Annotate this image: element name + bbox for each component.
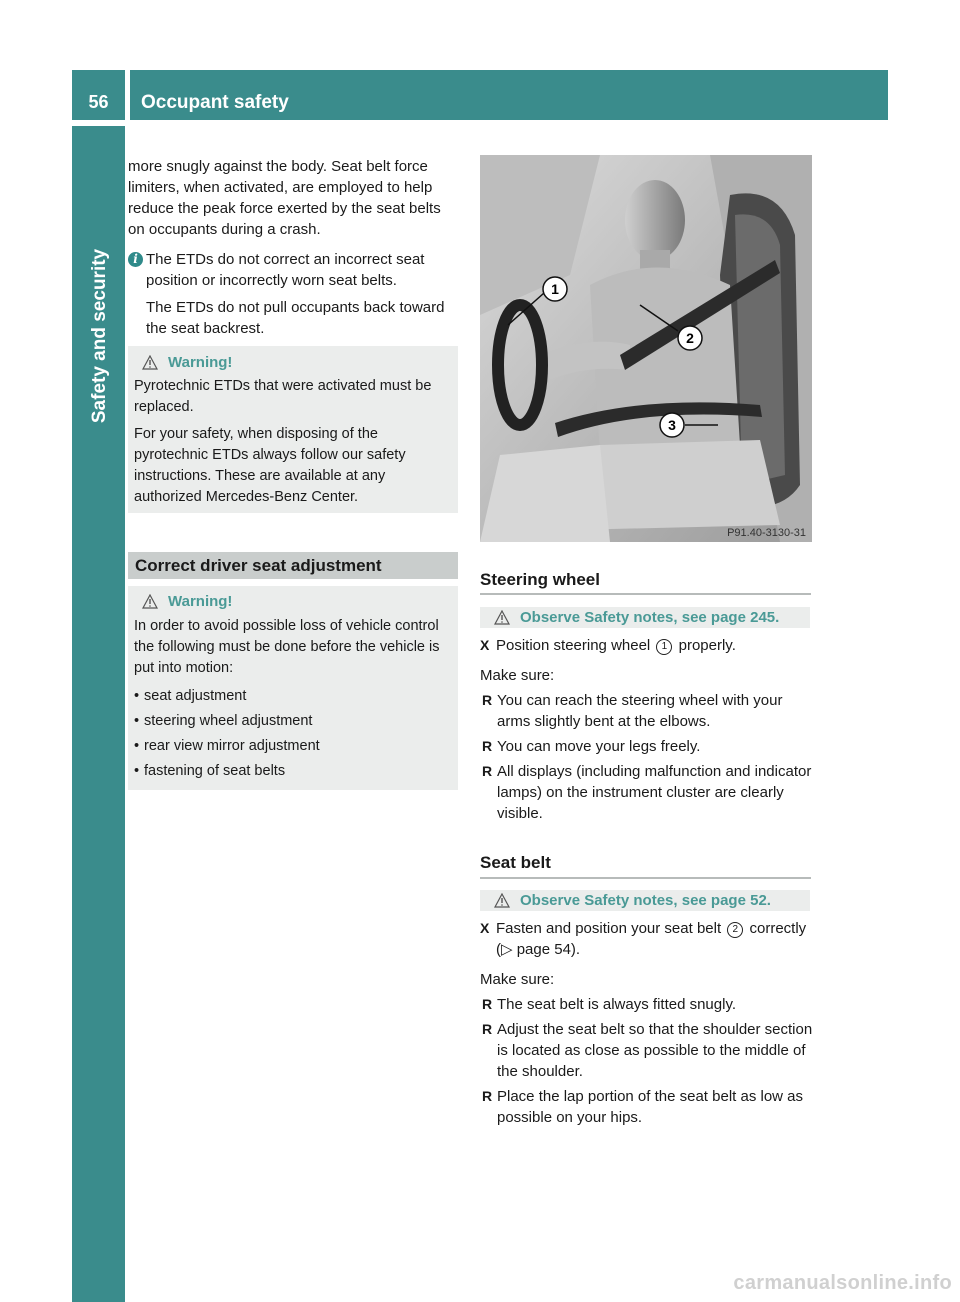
heading-rule (480, 877, 811, 879)
warning-paragraph-1: Pyrotechnic ETDs that were activated must be replaced. (134, 378, 432, 415)
list-item: R The seat belt is always fitted snugly. (480, 994, 814, 1015)
callout-ref-1: 1 (656, 639, 672, 655)
list-item: • steering wheel adjustment (128, 711, 458, 732)
warning-title: Warning! (168, 353, 233, 371)
driver-seat-illustration (480, 155, 812, 542)
warning-triangle-icon (494, 610, 510, 625)
intro-paragraph: more snugly against the body. Seat belt force limiters, when activated, are employed to help reduce the peak force exerted by the seat belts on occupants during a crash. (128, 158, 441, 238)
make-sure-label: Make sure: (480, 971, 555, 988)
section-heading-bar (128, 552, 458, 579)
chapter-title: Occupant safety (141, 92, 289, 113)
steering-wheel-heading: Steering wheel (480, 570, 600, 589)
step-text-end: correctly (▷ page 54). (496, 920, 807, 958)
page-number: 56 (88, 92, 109, 112)
instruction-step (480, 635, 814, 656)
observe-note-steering (480, 607, 810, 628)
section-side-tab (72, 126, 125, 1302)
page-number-tab (72, 70, 125, 120)
info-note (128, 249, 460, 339)
callout-3: 3 (668, 417, 676, 433)
info-icon: i (128, 252, 143, 267)
info-paragraph-1: The ETDs do not correct an incorrect seat position or incorrectly worn seat belts. (146, 251, 425, 289)
seat-belt-heading: Seat belt (480, 853, 551, 872)
list-item: R Adjust the seat belt so that the shoulder section is located as close as possible to the middle of the shoulder. (480, 1019, 814, 1082)
left-column-text (128, 156, 460, 339)
warning-title: Warning! (168, 592, 233, 610)
step-text: Position steering wheel (496, 637, 651, 654)
watermark-text: carmanualsonline.info (733, 1272, 952, 1294)
instruction-step (480, 918, 814, 960)
steering-instructions (480, 635, 814, 824)
list-item: • seat adjustment (128, 686, 458, 707)
observe-note-seatbelt (480, 890, 810, 911)
info-paragraph-2: The ETDs do not pull occupants back toward the seat backrest. (146, 299, 445, 337)
warning-triangle-icon (142, 355, 158, 370)
list-item: • rear view mirror adjustment (128, 736, 458, 757)
list-item: • fastening of seat belts (128, 761, 458, 782)
callout-1: 1 (551, 281, 559, 297)
step-text: Fasten and position your seat belt (496, 920, 722, 937)
seatbelt-instructions (480, 918, 814, 1128)
callout-ref-2: 2 (727, 922, 743, 938)
warning-header (128, 353, 458, 371)
observe-text: Observe Safety notes, see page 245. (520, 609, 780, 626)
warning-paragraph: In order to avoid possible loss of vehicle control the following must be done before the vehicle is put into motion: (134, 618, 440, 676)
chapter-header (130, 70, 888, 120)
observe-header (480, 607, 810, 628)
warning-paragraph-2: For your safety, when disposing of the pyrotechnic ETDs always follow our safety instructions. These are available at any authorized Mercedes-Benz Center. (134, 426, 406, 505)
make-sure-label: Make sure: (480, 667, 555, 684)
section-heading: Correct driver seat adjustment (135, 556, 382, 575)
side-tab-label: Safety and security (89, 248, 110, 424)
warning-box-etd (128, 346, 458, 513)
heading-rule (480, 593, 811, 595)
list-item: R All displays (including malfunction and indicator lamps) on the instrument cluster are clearly visible. (480, 761, 814, 824)
observe-header (480, 890, 810, 911)
list-item: R You can reach the steering wheel with your arms slightly bent at the elbows. (480, 690, 814, 732)
list-item: R You can move your legs freely. (480, 736, 814, 757)
step-text-end: properly. (678, 637, 736, 654)
observe-text: Observe Safety notes, see page 52. (520, 892, 771, 909)
callout-2: 2 (686, 330, 694, 346)
list-item: R Place the lap portion of the seat belt as low as possible on your hips. (480, 1086, 814, 1128)
figure-code: P91.40-3130-31 (727, 527, 806, 539)
warning-triangle-icon (494, 893, 510, 908)
warning-box-seat (128, 586, 458, 790)
warning-triangle-icon (142, 594, 158, 609)
warning-header (128, 592, 458, 610)
